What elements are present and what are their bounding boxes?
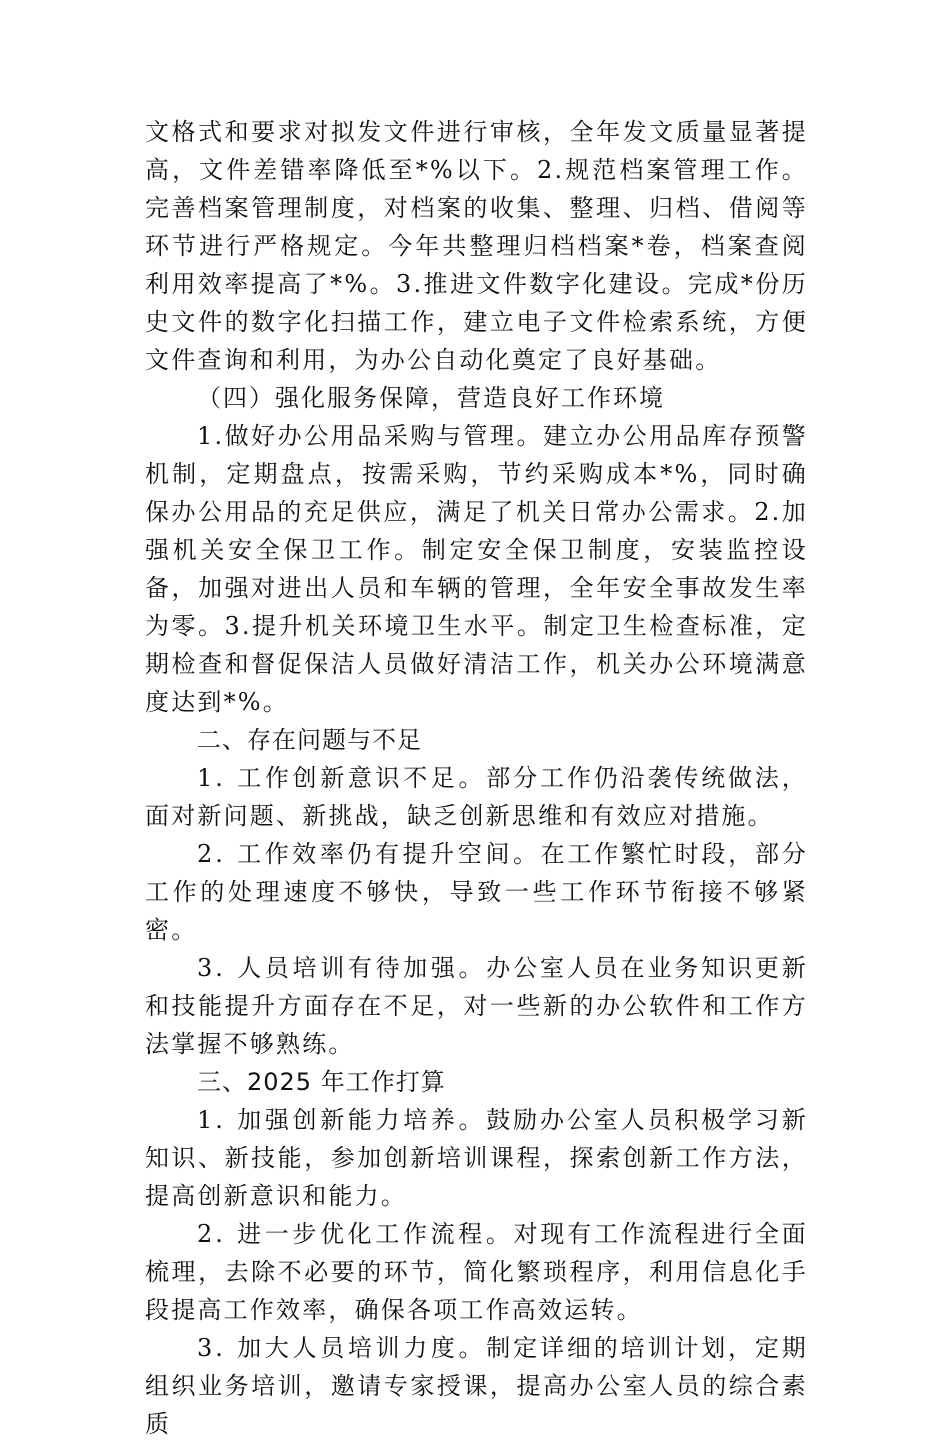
section-heading-plans: 三、2025 年工作打算 <box>197 1068 446 1096</box>
plan-item <box>145 1329 808 1443</box>
plan-item-title: 1. 加强创新能力培养。 <box>197 1106 487 1134</box>
problem-item <box>145 759 808 835</box>
plan-item-title: 2. 进一步优化工作流程。 <box>197 1220 514 1248</box>
problem-item-title: 2. 工作效率仍有提升空间。 <box>197 840 541 868</box>
problem-item-title: 1. 工作创新意识不足。 <box>197 764 487 792</box>
problem-item-body: 在工作繁忙时段，部分工作的处理速度不够快，导致一些工作环节衔接不够紧密。 <box>145 840 808 944</box>
plan-item-body: 对现有工作流程进行全面梳理，去除不必要的环节，简化繁琐程序，利用信息化手段提高工作效率，确保各项工作高效运转。 <box>145 1220 809 1324</box>
plan-item-body: 制定详细的培训计划，定期组织业务培训，邀请专家授课，提高办公室人员的综合素质 <box>145 1334 808 1438</box>
problem-item-title: 3. 人员培训有待加强。 <box>197 954 487 982</box>
problem-item-body: 办公室人员在业务知识更新和技能提升方面存在不足，对一些新的办公软件和工作方法掌握不够熟练。 <box>145 954 808 1058</box>
problem-item <box>145 949 808 1063</box>
plan-item <box>145 1101 808 1215</box>
paragraph-service-guarantee: 1.做好办公用品采购与管理。建立办公用品库存预警机制，定期盘点，按需采购，节约采购成本*%，同时确保办公用品的充足供应，满足了机关日常办公需求。2.加强机关安全保卫工作。制定安全保卫制度，安装监控设备，加强对进出人员和车辆的管理，全年安全事故发生率为零。3.提升机关环境卫生水平。制定卫生检查标准，定期检查和督促保洁人员做好清洁工作，机关办公环境满意度达到*%。 <box>145 422 808 716</box>
section-heading-problems: 二、存在问题与不足 <box>197 726 422 754</box>
plan-item-title: 3. 加大人员培训力度。 <box>197 1334 487 1362</box>
plan-item-body: 鼓励办公室人员积极学习新知识、新技能，参加创新培训课程，探索创新工作方法，提高创新意识和能力。 <box>145 1106 808 1210</box>
problem-item <box>145 835 808 949</box>
document-page <box>145 113 808 1443</box>
problem-item-body: 部分工作仍沿袭传统做法，面对新问题、新挑战，缺乏创新思维和有效应对措施。 <box>145 764 808 830</box>
subsection-heading-service-guarantee: （四）强化服务保障，营造良好工作环境 <box>197 384 665 412</box>
paragraph-archive-management: 文格式和要求对拟发文件进行审核，全年发文质量显著提高，文件差错率降低至*%以下。2.规范档案管理工作。完善档案管理制度，对档案的收集、整理、归档、借阅等环节进行严格规定。今年共整理归档档案*卷，档案查阅利用效率提高了*%。3.推进文件数字化建设。完成*份历史文件的数字化扫描工作，建立电子文件检索系统，方便文件查询和利用，为办公自动化奠定了良好基础。 <box>145 118 808 374</box>
plan-item <box>145 1215 808 1329</box>
